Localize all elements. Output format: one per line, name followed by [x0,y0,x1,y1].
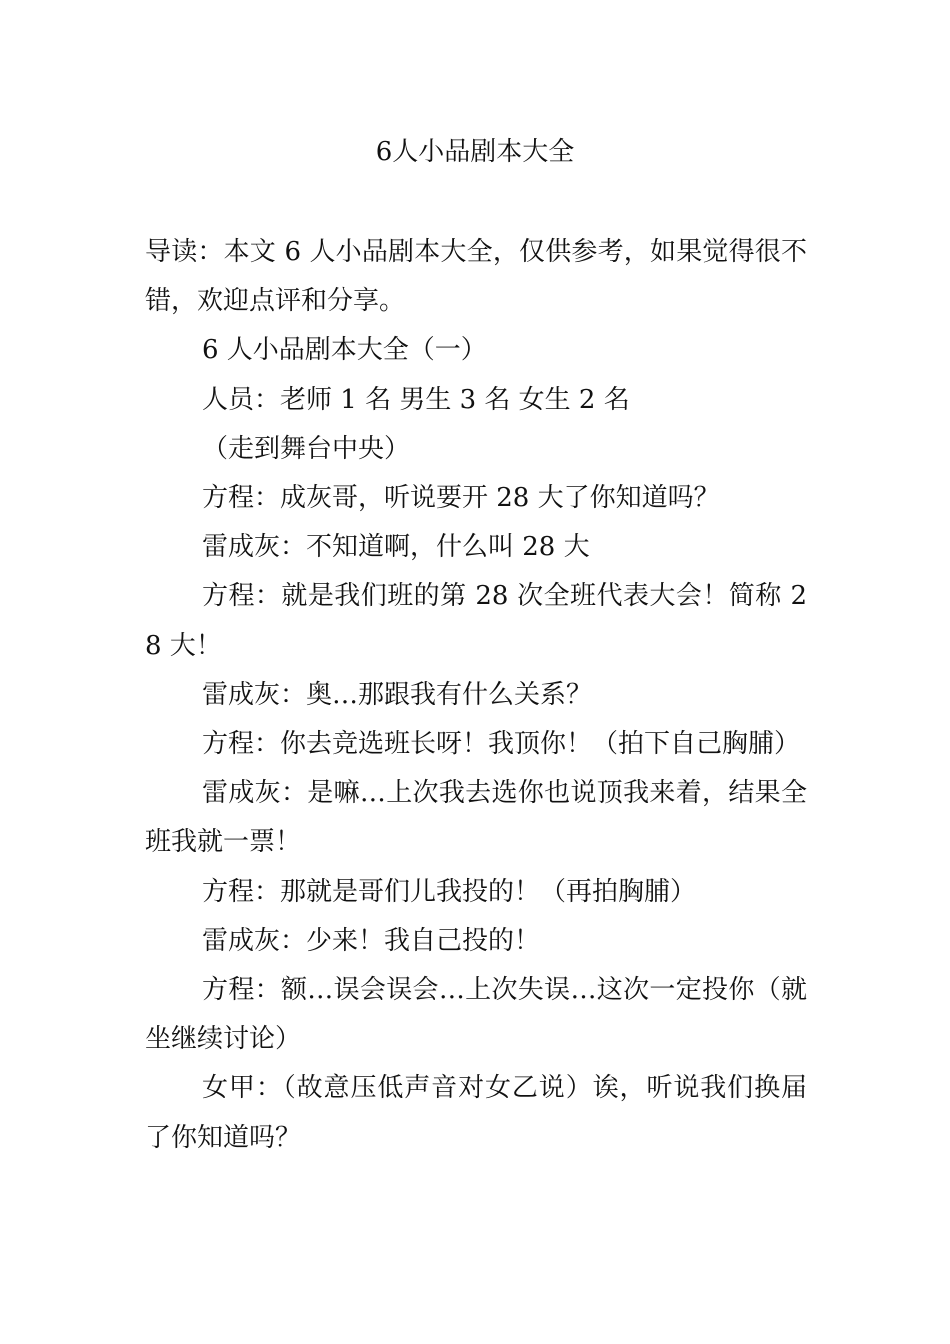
paragraph: 雷成灰：少来！我自己投的！ [202,925,541,956]
document-body [145,228,807,1163]
paragraph: 6 人小品剧本大全（一） [202,335,487,366]
paragraph: 雷成灰：奥…那跟我有什么关系？ [202,679,593,710]
paragraph: 方程：那就是哥们儿我投的！（再拍胸脯） [202,876,697,907]
paragraph: 方程：成灰哥，听说要开 28 大了你知道吗？ [202,483,720,514]
paragraph: 导读：本文 6 人小品剧本大全，仅供参考，如果觉得很不错，欢迎点评和分享。 [145,237,807,317]
paragraph: 方程：额…误会误会…上次失误…这次一定投你（就坐继续讨论） [145,975,807,1055]
paragraph: 人员：老师 1 名 男生 3 名 女生 2 名 [202,384,630,415]
document-title: 6人小品剧本大全 [375,137,575,167]
paragraph: 方程：就是我们班的第 28 次全班代表大会！简称 28 大！ [145,581,807,661]
paragraph: 女甲：（故意压低声音对女乙说）诶，听说我们换届了你知道吗？ [145,1073,807,1153]
paragraph: 雷成灰：不知道啊，什么叫 28 大 [202,532,590,563]
paragraph: （走到舞台中央） [202,433,411,464]
paragraph: 方程：你去竞选班长呀！我顶你！（拍下自己胸脯） [202,729,801,760]
paragraph: 雷成灰：是嘛…上次我去选你也说顶我来着，结果全班我就一票！ [145,778,807,858]
